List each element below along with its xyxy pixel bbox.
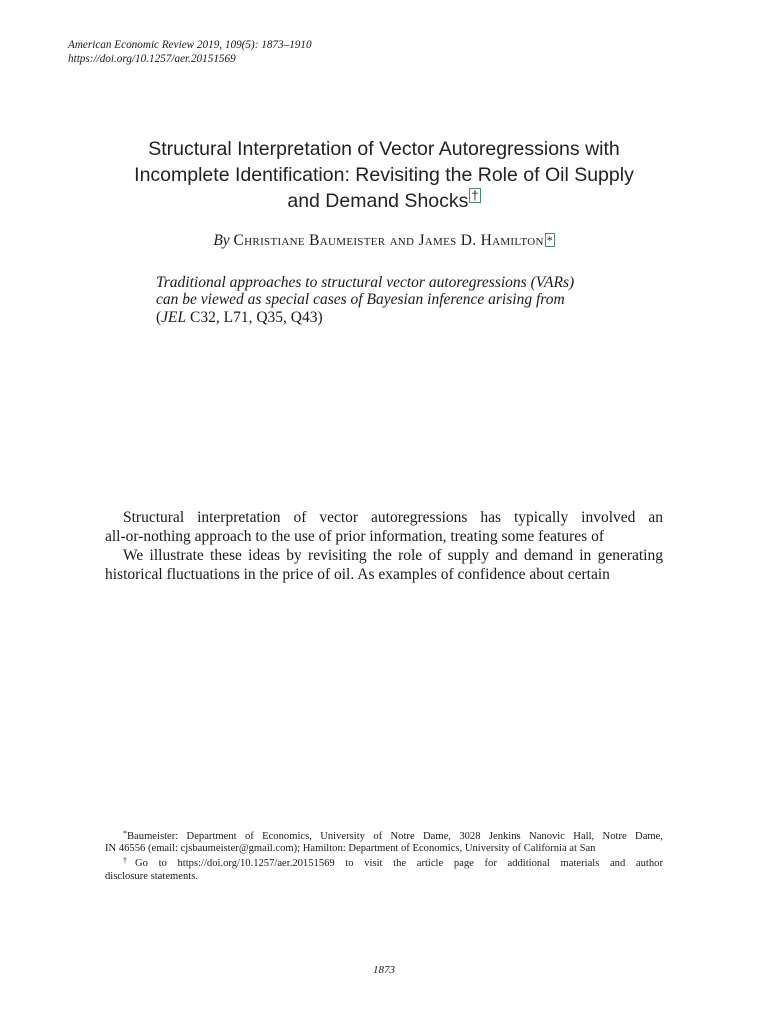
paragraph-line: Structural interpretation of vector autoregressions has typically involved an bbox=[123, 509, 663, 526]
by-label: By bbox=[213, 232, 230, 249]
jel-codes: (JEL C32, L71, Q35, Q43) bbox=[156, 308, 323, 326]
abstract bbox=[156, 274, 612, 326]
abstract-line: Traditional approaches to structural vector autoregressions (VARs) bbox=[156, 274, 575, 291]
footnote-line bbox=[105, 828, 663, 843]
footnote-marker: * bbox=[123, 829, 127, 838]
footnote bbox=[105, 855, 663, 882]
abstract-line: can be viewed as special cases of Bayesian inference arising from bbox=[156, 291, 565, 309]
author-line bbox=[84, 231, 684, 251]
paragraph-line: We illustrate these ideas by revisiting the role of supply and demand in generating bbox=[123, 546, 663, 564]
footnote-line: IN 46556 (email: cjsbaumeister@gmail.com); Hamilton: Department of Economics, University of California at San bbox=[105, 843, 596, 855]
footnote-text: Baumeister: Department of Economics, University of Notre Dame, 3028 Jenkins Nanovic Hall, Notre Dame, bbox=[127, 831, 663, 842]
author-footnote-link[interactable]: * bbox=[546, 233, 553, 247]
doi-link[interactable]: https://doi.org/10.1257/aer.20151569 bbox=[68, 53, 236, 65]
page-number: 1873 bbox=[373, 964, 395, 976]
paragraph bbox=[105, 509, 663, 547]
author-names: Christiane Baumeister and James D. Hamilton bbox=[233, 232, 544, 249]
journal-header bbox=[68, 38, 668, 66]
jel-code-list: C32, L71, Q35, Q43) bbox=[190, 308, 323, 326]
title-line: Structural Interpretation of Vector Autoregressions with bbox=[148, 138, 620, 160]
footnote bbox=[105, 828, 663, 855]
footnote-line bbox=[105, 855, 663, 870]
article-title bbox=[84, 136, 684, 214]
journal-citation: American Economic Review 2019, 109(5): 1873–1910 bbox=[68, 39, 312, 51]
jel-label: JEL bbox=[161, 308, 187, 326]
title-line-text: and Demand Shocks bbox=[287, 190, 469, 212]
footnote-line: disclosure statements. bbox=[105, 870, 198, 882]
paragraph bbox=[105, 547, 663, 585]
title-line bbox=[84, 188, 684, 214]
paragraph-line: all-or-nothing approach to the use of prior information, treating some features of bbox=[105, 527, 604, 545]
body-text bbox=[105, 509, 663, 585]
footnote-marker: † bbox=[123, 856, 135, 866]
footnote-text: Go to https://doi.org/10.1257/aer.20151569 to visit the article page for additional materials and author bbox=[135, 858, 663, 870]
title-line: Incomplete Identification: Revisiting the Role of Oil Supply bbox=[134, 164, 634, 186]
footnotes bbox=[105, 828, 663, 883]
title-footnote-link[interactable]: † bbox=[471, 188, 479, 203]
paragraph-line: historical fluctuations in the price of oil. As examples of confidence about certain bbox=[105, 565, 610, 583]
